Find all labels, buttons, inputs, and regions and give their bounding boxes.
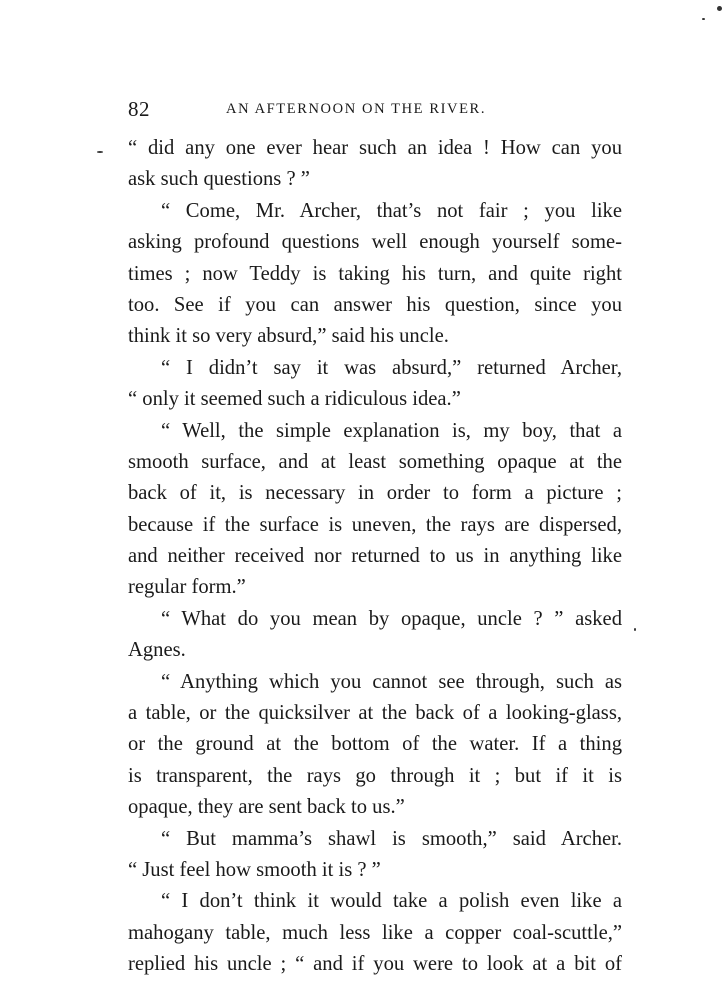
text-line: times ; now Teddy is taking his turn, and quite right: [128, 262, 622, 285]
text-line: ask such questions ? ”: [128, 168, 310, 191]
text-line: “ I didn’t say it was absurd,” returned Archer,: [161, 356, 622, 379]
text-line: think it so very absurd,” said his uncle.: [128, 325, 449, 348]
text-line: because if the surface is uneven, the rays are dispersed,: [128, 513, 622, 536]
page-number: 82: [128, 97, 150, 121]
text-line: or the ground at the bottom of the water. If a thing: [128, 733, 622, 756]
text-line: “ I don’t think it would take a polish even like a: [161, 890, 622, 913]
text-line: “ Well, the simple explanation is, my boy, that a: [161, 419, 622, 442]
text-line: asking profound questions well enough yourself some-: [128, 231, 622, 254]
text-line: replied his uncle ; “ and if you were to look at a bit of: [128, 953, 622, 976]
text-line: a table, or the quicksilver at the back of a looking-glass,: [128, 702, 622, 725]
text-line: “ Anything which you cannot see through, such as: [161, 670, 622, 693]
ink-speck: [717, 6, 722, 11]
text-line: opaque, they are sent back to us.”: [128, 796, 405, 819]
ink-speck: [702, 18, 705, 20]
text-line: “ Come, Mr. Archer, that’s not fair ; you like: [161, 199, 622, 222]
text-line: and neither received nor returned to us in anything like: [128, 545, 622, 568]
text-line: back of it, is necessary in order to form a picture ;: [128, 482, 622, 505]
text-line: “ Just feel how smooth it is ? ”: [128, 858, 381, 881]
text-line: “ did any one ever hear such an idea ! How can you: [128, 137, 622, 159]
text-line: too. See if you can answer his question, since you: [128, 293, 622, 316]
text-line: regular form.”: [128, 576, 246, 599]
text-line: Agnes.: [128, 639, 186, 662]
running-title: AN AFTERNOON ON THE RIVER.: [226, 101, 487, 117]
text-line: mahogany table, much less like a copper coal-scuttle,”: [128, 921, 622, 944]
running-head: [128, 97, 620, 123]
text-line: is transparent, the rays go through it ; but if it is: [128, 764, 622, 787]
text-line: “ What do you mean by opaque, uncle ? ” asked: [161, 607, 622, 630]
text-line: “ But mamma’s shawl is smooth,” said Archer.: [161, 827, 622, 850]
text-line: smooth surface, and at least something opaque at the: [128, 450, 622, 473]
ink-speck: [634, 628, 636, 631]
ink-speck: [97, 151, 103, 153]
text-line: “ only it seemed such a ridiculous idea.”: [128, 388, 461, 411]
body-text: [128, 133, 622, 981]
